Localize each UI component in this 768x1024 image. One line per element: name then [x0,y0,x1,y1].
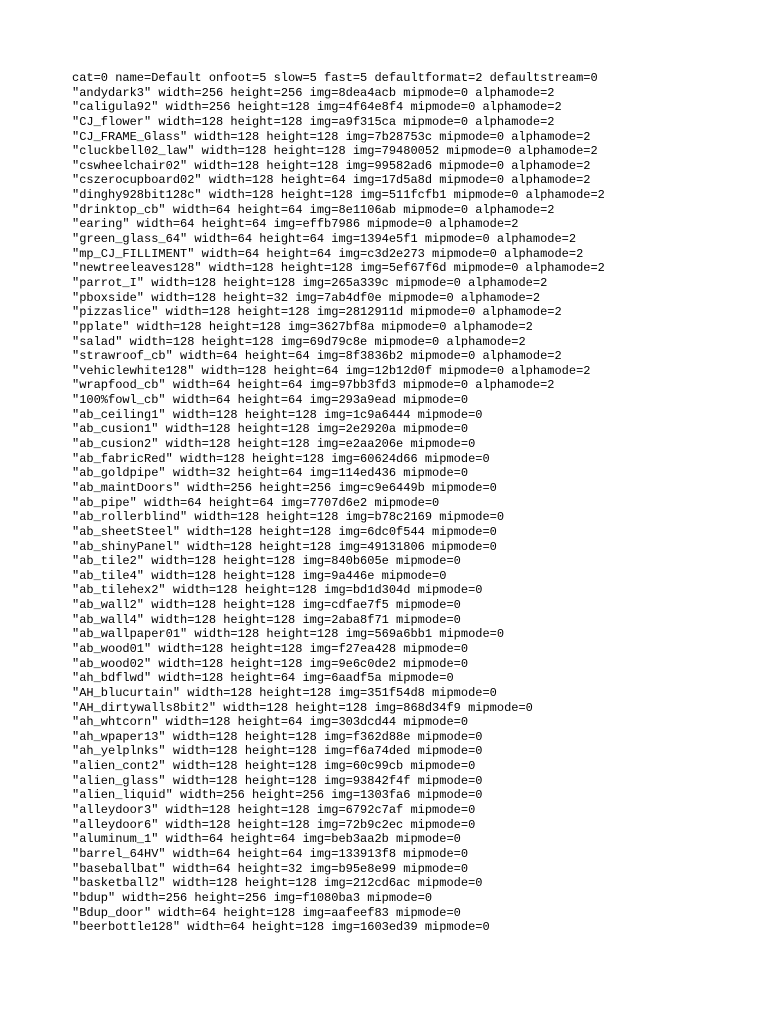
text-line: "cswheelchair02" width=128 height=128 img=99582ad6 mipmode=0 alphamode=2 [72,158,591,173]
text-line: "salad" width=128 height=128 img=69d79c8e mipmode=0 alphamode=2 [72,334,526,349]
text-line: "pizzaslice" width=128 height=128 img=2812911d mipmode=0 alphamode=2 [72,305,562,320]
text-line: "wrapfood_cb" width=64 height=64 img=97bb3fd3 mipmode=0 alphamode=2 [72,378,555,393]
text-line: "ab_tile2" width=128 height=128 img=840b605e mipmode=0 [72,554,461,569]
text-line: "strawroof_cb" width=64 height=64 img=8f3836b2 mipmode=0 alphamode=2 [72,349,562,364]
text-line: "alien_liquid" width=256 height=256 img=1303fa6 mipmode=0 [72,788,483,803]
text-line: "AH_blucurtain" width=128 height=128 img=351f54d8 mipmode=0 [72,685,497,700]
text-line: "ab_wall4" width=128 height=128 img=2aba8f71 mipmode=0 [72,612,461,627]
text-line: "ah_bdflwd" width=128 height=64 img=6aadf5a mipmode=0 [72,671,454,686]
text-line: "CJ_flower" width=128 height=128 img=a9f315ca mipmode=0 alphamode=2 [72,114,555,129]
text-line: "newtreeleaves128" width=128 height=128 img=5ef67f6d mipmode=0 alphamode=2 [72,261,605,276]
text-line: "ab_tile4" width=128 height=128 img=9a446e mipmode=0 [72,568,447,583]
text-line: "drinktop_cb" width=64 height=64 img=8e1106ab mipmode=0 alphamode=2 [72,202,555,217]
text-line: "alien_cont2" width=128 height=128 img=60c99cb mipmode=0 [72,759,476,774]
text-line: "caligula92" width=256 height=128 img=4f64e8f4 mipmode=0 alphamode=2 [72,100,562,115]
text-line: "ab_goldpipe" width=32 height=64 img=114ed436 mipmode=0 [72,466,469,481]
text-line: "ab_cusion1" width=128 height=128 img=2e2920a mipmode=0 [72,422,469,437]
text-line: "ab_wood01" width=128 height=128 img=f27ea428 mipmode=0 [72,641,469,656]
text-line: "vehiclewhite128" width=128 height=64 img=12b12d0f mipmode=0 alphamode=2 [72,363,591,378]
text-line: "ab_cusion2" width=128 height=128 img=e2aa206e mipmode=0 [72,437,476,452]
text-line: "cszerocupboard02" width=128 height=64 img=17d5a8d mipmode=0 alphamode=2 [72,173,591,188]
text-line: "alien_glass" width=128 height=128 img=93842f4f mipmode=0 [72,773,483,788]
text-line: "earing" width=64 height=64 img=effb7986 mipmode=0 alphamode=2 [72,217,519,232]
text-line: "ab_rollerblind" width=128 height=128 img=b78c2169 mipmode=0 [72,510,505,525]
text-line: "baseballbat" width=64 height=32 img=b95e8e99 mipmode=0 [72,861,469,876]
text-line: "ab_tilehex2" width=128 height=128 img=bd1d304d mipmode=0 [72,583,483,598]
text-line: "alleydoor3" width=128 height=128 img=6792c7af mipmode=0 [72,803,476,818]
text-line: "bdup" width=256 height=256 img=f1080ba3 mipmode=0 [72,890,433,905]
text-line: "ab_pipe" width=64 height=64 img=7707d6e2 mipmode=0 [72,495,440,510]
text-line: "100%fowl_cb" width=64 height=64 img=293a9ead mipmode=0 [72,393,469,408]
text-line: "ah_yelplnks" width=128 height=128 img=f6a74ded mipmode=0 [72,744,483,759]
text-line: "andydark3" width=256 height=256 img=8dea4acb mipmode=0 alphamode=2 [72,85,555,100]
text-line: "basketball2" width=128 height=128 img=212cd6ac mipmode=0 [72,876,483,891]
text-line: "aluminum_1" width=64 height=64 img=beb3aa2b mipmode=0 [72,832,461,847]
text-line: "cluckbell02_law" width=128 height=128 img=79480052 mipmode=0 alphamode=2 [72,144,598,159]
text-line: "ah_wpaper13" width=128 height=128 img=f362d88e mipmode=0 [72,729,483,744]
text-line: "mp_CJ_FILLIMENT" width=64 height=64 img=c3d2e273 mipmode=0 alphamode=2 [72,246,584,261]
text-line: "ab_ceiling1" width=128 height=128 img=1c9a6444 mipmode=0 [72,407,483,422]
text-line: "beerbottle128" width=64 height=128 img=1603ed39 mipmode=0 [72,920,490,935]
text-line: "green_glass_64" width=64 height=64 img=1394e5f1 mipmode=0 alphamode=2 [72,232,577,247]
text-line: "pboxside" width=128 height=32 img=7ab4df0e mipmode=0 alphamode=2 [72,290,541,305]
text-line: "ab_wallpaper01" width=128 height=128 img=569a6bb1 mipmode=0 [72,627,505,642]
text-line: "ab_wood02" width=128 height=128 img=9e6c0de2 mipmode=0 [72,656,469,671]
text-line: "Bdup_door" width=64 height=128 img=aafeef83 mipmode=0 [72,905,461,920]
text-line: "ah_whtcorn" width=128 height=64 img=303dcd44 mipmode=0 [72,715,469,730]
text-line: "pplate" width=128 height=128 img=3627bf8a mipmode=0 alphamode=2 [72,319,533,334]
text-line: "ab_sheetSteel" width=128 height=128 img=6dc0f544 mipmode=0 [72,524,497,539]
text-line: "alleydoor6" width=128 height=128 img=72b9c2ec mipmode=0 [72,817,476,832]
text-line: "barrel_64HV" width=64 height=64 img=133913f8 mipmode=0 [72,846,469,861]
text-line: "ab_fabricRed" width=128 height=128 img=60624d66 mipmode=0 [72,451,490,466]
text-line: "ab_wall2" width=128 height=128 img=cdfae7f5 mipmode=0 [72,598,461,613]
text-line: "ab_maintDoors" width=256 height=256 img=c9e6449b mipmode=0 [72,480,497,495]
text-line: cat=0 name=Default onfoot=5 slow=5 fast=5 defaultformat=2 defaultstream=0 [72,71,598,85]
text-line: "dinghy928bit128c" width=128 height=128 img=511fcfb1 mipmode=0 alphamode=2 [72,188,605,203]
text-line: "parrot_I" width=128 height=128 img=265a339c mipmode=0 alphamode=2 [72,275,548,290]
text-line: "ab_shinyPanel" width=128 height=128 img=49131806 mipmode=0 [72,539,497,554]
text-line: "CJ_FRAME_Glass" width=128 height=128 img=7b28753c mipmode=0 alphamode=2 [72,129,591,144]
text-content [72,71,752,935]
text-line: "AH_dirtywalls8bit2" width=128 height=128 img=868d34f9 mipmode=0 [72,700,533,715]
